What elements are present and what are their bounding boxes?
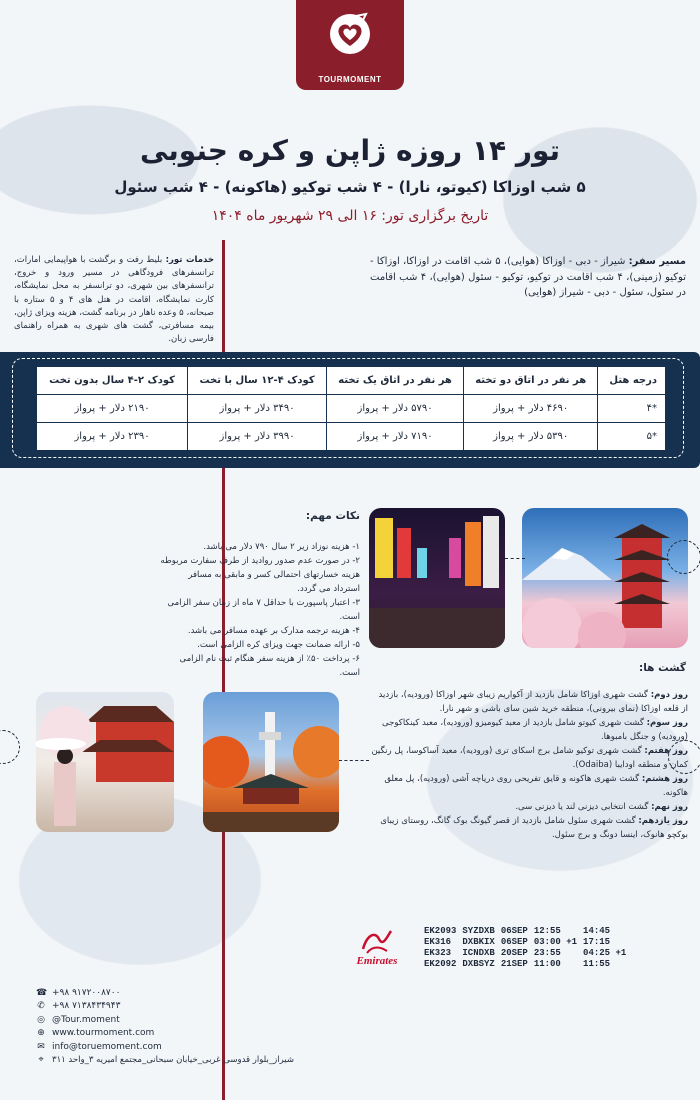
- price-cell: ۵۷۹۰ دلار + پرواز: [327, 395, 464, 423]
- tour-day-label: روز دوم:: [650, 690, 688, 700]
- tour-dates: تاریخ برگزاری تور: ۱۶ الی ۲۹ شهریور ماه ۱۴۰۴: [211, 208, 489, 224]
- flight-date: 20SEP: [500, 948, 528, 958]
- flight-date: 06SEP: [500, 926, 528, 936]
- arrival-time: 11:55: [583, 959, 611, 969]
- pricing-table: [36, 366, 666, 451]
- decorative-dashed-circle: [667, 540, 700, 574]
- airline-name: Emirates: [356, 955, 398, 967]
- contact-list: [36, 986, 336, 1067]
- page-subtitle: ۵ شب اوزاکا (کیوتو، نارا) - ۴ شب توکیو (هاکونه) - ۴ شب سئول: [114, 178, 586, 196]
- tour-day-label: روز یازدهم:: [638, 816, 688, 827]
- price-cell: ۷۱۹۰ دلار + پرواز: [327, 423, 464, 451]
- list-item: ۱- هزینه نوزاد زیر ۲ سال ۷۹۰ دلار می باشد.: [203, 542, 360, 552]
- route-description: [370, 254, 686, 301]
- table-row: [424, 926, 632, 937]
- kyoto-temple-photo: [36, 692, 174, 832]
- brand-name: TOURMOMENT: [318, 75, 382, 84]
- contact-address: [36, 1054, 336, 1068]
- heart-logo-icon: [326, 10, 374, 58]
- telephone-icon: ✆: [37, 1001, 45, 1012]
- list-item: [370, 772, 688, 800]
- table-row: [37, 395, 666, 423]
- arrival-time: 14:45: [583, 926, 611, 936]
- tour-day-text: گشت شهری کیوتو شامل بازدید از معبد کیومیزو (ورودیه)، معبد کینکاکوجی (ورودیه) و جنگل بامبوها.: [382, 718, 688, 743]
- contact-instagram[interactable]: [36, 1013, 336, 1027]
- flight-route: ICNDXB: [462, 948, 495, 958]
- list-item: [370, 688, 688, 716]
- contact-website[interactable]: [36, 1027, 336, 1041]
- tour-day-text: گشت شهری اوزاکا شامل بازدید از آکواریم زیبای شهر اوزاکا (ورودیه)، بازدید از قلعه اوزاکا (نمای بیرونی)، منطقه خرید شین سای باشی و شهر نارا.: [378, 690, 688, 715]
- list-item: [370, 744, 688, 772]
- hotel-grade-cell: *۴: [598, 395, 666, 423]
- col-single-room: هر نفر در اتاق یک تخته: [327, 367, 464, 395]
- tour-day-label: روز نهم:: [651, 802, 688, 813]
- arrival-time: 17:15: [583, 937, 611, 947]
- pricing-header-row: [37, 367, 666, 395]
- list-item: [370, 716, 688, 744]
- contact-mobile[interactable]: [36, 986, 336, 1000]
- col-hotel-grade: درجه هتل: [598, 367, 666, 395]
- departure-time: 03:00 +1: [533, 937, 578, 947]
- hotel-grade-cell: *۵: [598, 423, 666, 451]
- price-cell: ۳۹۹۰ دلار + پرواز: [188, 423, 327, 451]
- services-text: بلیط رفت و برگشت با هواپیمایی امارات، ترانسفرهای فرودگاهی در مسیر ورود و خروج، ترانسفرهای بین شهری، دو ترانسفر به محل نمایشگاه، کارت نمایشگاه، اقامت در هتل های ۴ و ۵ ستاره با صبحانه، ۵ وعده ناهار در برنامه گشت، هزینه ویزای ژاپن، بیمه مسافرتی، گشت های شهری به همراه راهنمای فارسی زبان.: [14, 255, 214, 345]
- flight-route: DXBKIX: [462, 937, 495, 947]
- price-cell: ۵۳۹۰ دلار + پرواز: [464, 423, 598, 451]
- flight-route: DXBSYZ: [462, 959, 495, 969]
- tour-day-text: گشت شهری توکیو شامل برج اسکای تری (ورودیه)، معبد آساکوسا، پل رنگین کمان و منطقه اودایبا (Odaiba).: [371, 746, 688, 771]
- contact-text: +۹۸ ۷۱۳۸۴۳۴۹۴۳: [52, 1001, 121, 1012]
- list-item: ۵- ارائه ضمانت جهت ویزای کره الزامی است.: [197, 640, 360, 651]
- flight-number: EK2092: [424, 959, 457, 969]
- contact-text: info@toruemoment.com: [52, 1041, 162, 1052]
- flight-date: 21SEP: [500, 959, 528, 969]
- flight-number: EK316: [424, 937, 452, 947]
- services-description: [14, 254, 214, 346]
- tour-day-text: گشت شهری هاکونه و قایق تفریحی روی دریاچه آشی (ورودیه)، پل معلق هاکونه.: [384, 774, 688, 799]
- table-row: [37, 423, 666, 451]
- location-icon: ⌖: [38, 1055, 44, 1066]
- seoul-tower-photo: [203, 692, 339, 832]
- route-text: شیراز - دبی - اوزاکا (هوایی)، ۵ شب اقامت در اوزاکا، اوزاکا - توکیو (زمینی)، ۴ شب اقامت در توکیو، توکیو - سئول (هوایی)، ۴ شب اقامت در سئول، سئول - دبی - شیراز (هوایی): [370, 256, 686, 298]
- tours-title: گشت ها:: [639, 662, 686, 674]
- email-icon: ✉: [37, 1041, 45, 1052]
- contact-text: +۹۸ ۹۱۷۲۰۰۸۷۰۰: [52, 987, 121, 998]
- brand-logo: [296, 0, 404, 90]
- tours-list: [370, 688, 688, 842]
- contact-email[interactable]: [36, 1040, 336, 1054]
- emirates-logo: [340, 925, 414, 975]
- table-row: [424, 937, 632, 948]
- departure-time: 23:55: [533, 948, 561, 958]
- table-row: [424, 948, 632, 959]
- contact-text: www.tourmoment.com: [52, 1028, 155, 1039]
- list-item: [370, 800, 688, 814]
- list-item: ۴- هزینه ترجمه مدارک بر عهده مسافر می باشد.: [187, 626, 360, 637]
- mount-fuji-pagoda-photo: [522, 508, 688, 648]
- arrival-time: 04:25 +1: [583, 948, 627, 958]
- price-cell: ۲۳۹۰ دلار + پرواز: [37, 423, 188, 451]
- page-title: تور ۱۴ روزه ژاپن و کره جنوبی: [139, 134, 561, 167]
- instagram-icon: ◎: [37, 1014, 45, 1025]
- route-label: مسیر سفر:: [628, 256, 686, 267]
- list-item: [370, 814, 688, 842]
- col-double-room: هر نفر در اتاق دو تخته: [464, 367, 598, 395]
- decorative-dashed-line: [339, 760, 369, 761]
- notes-list: [160, 540, 360, 680]
- col-child-with-bed: کودک ۴-۱۲ سال با تخت: [188, 367, 327, 395]
- departure-time: 11:00: [533, 959, 561, 969]
- tour-day-text: گشت شهری سئول شامل بازدید از قصر گیونگ بوک گانگ، روستای زیبای بوکچو هانوک، اینسا دونگ و برج سئول.: [380, 816, 688, 841]
- notes-title: نکات مهم:: [305, 510, 360, 522]
- flight-number: EK323: [424, 948, 452, 958]
- contact-phone[interactable]: [36, 1000, 336, 1014]
- tour-day-text: گشت انتخابی دیزنی لند یا دیزنی سی.: [515, 802, 649, 813]
- contact-text: @Tour.moment: [52, 1014, 120, 1025]
- tour-day-label: روز سوم:: [646, 718, 688, 729]
- flight-schedule: [424, 926, 632, 970]
- price-cell: ۴۶۹۰ دلار + پرواز: [464, 395, 598, 423]
- price-cell: ۳۴۹۰ دلار + پرواز: [188, 395, 327, 423]
- departure-time: 12:55: [533, 926, 561, 936]
- tour-day-label: روز هشتم:: [641, 774, 688, 785]
- list-item: ۲- در صورت عدم صدور روادید از طرف سفارت مربوطه هزینه خسارتهای احتمالی کسر و مابقی به مسافر استرداد می گردد.: [160, 556, 360, 595]
- contact-text: شیراز_بلوار قدوسی غربی_خیابان سبحانی_مجتمع امیریه ۳_واحد ۳۱۱: [52, 1055, 294, 1066]
- price-cell: ۲۱۹۰ دلار + پرواز: [37, 395, 188, 423]
- globe-icon: ⊕: [37, 1028, 45, 1039]
- tour-day-label: روز هفتم:: [644, 746, 688, 757]
- list-item: ۶- پرداخت ۵۰٪ از هزینه سفر هنگام ثبت نام الزامی است.: [179, 654, 360, 679]
- flight-number: EK2093: [424, 926, 457, 936]
- services-label: خدمات تور:: [165, 255, 215, 265]
- col-child-no-bed: کودک ۲-۴ سال بدون تخت: [37, 367, 188, 395]
- list-item: ۳- اعتبار پاسپورت با حداقل ۷ ماه از زمان سفر الزامی است.: [167, 598, 360, 623]
- tokyo-street-photo: [369, 508, 505, 648]
- flight-date: 06SEP: [500, 937, 528, 947]
- phone-icon: ☎: [36, 987, 48, 998]
- flight-route: SYZDXB: [462, 926, 495, 936]
- decorative-dashed-line: [505, 558, 525, 559]
- emirates-calligraphy-icon: [357, 925, 397, 955]
- table-row: [424, 959, 632, 970]
